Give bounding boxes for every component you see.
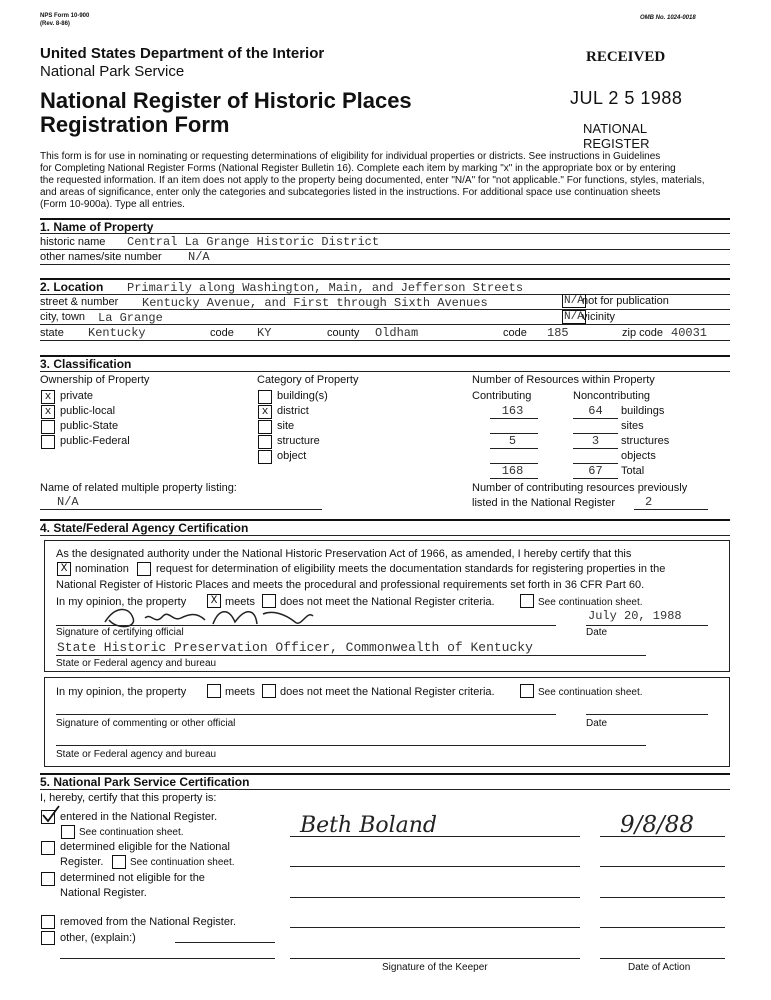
category-district-checkbox[interactable]: x — [258, 405, 272, 419]
field-line — [573, 478, 618, 479]
does-not-meet-checkbox[interactable] — [262, 684, 276, 698]
street-label: street & number — [40, 296, 119, 308]
certification-date-value[interactable]: July 20, 1988 — [588, 609, 682, 623]
related-listing-label: Name of related multiple property listing: — [40, 482, 237, 494]
instruction-line: (Form 10-900a). Type all entries. — [40, 199, 185, 211]
instruction-line: for Completing National Register Forms (National Register Bulletin 16). Complete each item by marking "x" in the appropriate box or by entering — [40, 163, 676, 175]
field-line — [40, 249, 730, 250]
field-line — [40, 340, 730, 341]
certify-text: I, hereby, certify that this property is: — [40, 792, 217, 804]
section-2-heading: 2. Location — [40, 280, 104, 294]
signature-line — [290, 927, 580, 928]
county-code-value[interactable]: 185 — [547, 326, 569, 340]
category-option: district — [277, 405, 309, 417]
form-number: NPS Form 10-900 — [40, 13, 90, 19]
date-line — [600, 866, 725, 867]
continuation-checkbox[interactable] — [61, 825, 75, 839]
section-rule — [40, 535, 730, 536]
previously-listed-value[interactable]: 2 — [645, 495, 653, 509]
agency-line — [56, 655, 646, 656]
date-of-action-label: Date of Action — [628, 962, 691, 973]
continuation-checkbox[interactable] — [520, 684, 534, 698]
not-eligible-label: determined not eligible for the — [60, 872, 205, 884]
opinion-text: In my opinion, the property — [56, 596, 187, 608]
date-line — [600, 927, 725, 928]
resource-type-label: objects — [621, 450, 656, 462]
contributing-label: Contributing — [472, 390, 532, 402]
department-name: United States Department of the Interior — [40, 45, 325, 62]
checkmark-icon — [40, 803, 62, 825]
vicinity-label: vicinity — [582, 311, 616, 323]
form-title: National Register of Historic Places — [40, 88, 412, 113]
not-eligible-label: National Register. — [60, 887, 147, 899]
service-name: National Park Service — [40, 63, 185, 80]
field-line — [60, 958, 275, 959]
does-not-meet-label: does not meet the National Register criteria. — [280, 686, 495, 698]
state-code-label: code — [210, 327, 234, 339]
received-stamp: RECEIVED — [586, 49, 666, 65]
date-line — [600, 836, 725, 837]
received-date: JUL 2 5 1988 — [570, 88, 683, 108]
date-line — [586, 625, 708, 626]
field-line — [40, 509, 322, 510]
section-divider — [40, 355, 730, 357]
resource-type-label: sites — [621, 420, 644, 432]
noncontributing-label: Noncontributing — [573, 390, 651, 402]
signature-line — [56, 714, 556, 715]
date-line — [600, 958, 725, 959]
continuation-label: See continuation sheet. — [79, 827, 184, 838]
ownership-label: Ownership of Property — [40, 374, 150, 386]
contributing-count[interactable]: 163 — [501, 404, 524, 418]
date-line — [600, 897, 725, 898]
ownership-option: public-Federal — [60, 435, 130, 447]
historic-name-value[interactable]: Central La Grange Historic District — [127, 235, 380, 249]
ownership-public-state-checkbox[interactable] — [41, 420, 55, 434]
city-value[interactable]: La Grange — [98, 311, 163, 325]
category-site-checkbox[interactable] — [258, 420, 272, 434]
meets-checkbox[interactable]: X — [207, 594, 221, 608]
date-line — [586, 714, 708, 715]
field-line — [573, 448, 618, 449]
vicinity-checkbox[interactable]: N/A — [564, 311, 584, 323]
ownership-option: private — [60, 390, 94, 402]
other-names-value[interactable]: N/A — [188, 250, 210, 264]
stamp-register: REGISTER — [583, 136, 650, 151]
continuation-label: See continuation sheet. — [130, 857, 235, 868]
category-label: Category of Property — [257, 374, 359, 386]
category-object-checkbox[interactable] — [258, 450, 272, 464]
stamp-national: NATIONAL — [583, 121, 648, 136]
continuation-checkbox[interactable] — [112, 855, 126, 869]
state-code-value[interactable]: KY — [257, 326, 272, 340]
county-code-label: code — [503, 327, 527, 339]
field-line — [490, 418, 538, 419]
determined-eligible-label: determined eligible for the National — [60, 841, 230, 853]
signature-line — [290, 836, 580, 837]
zip-label: zip code — [622, 327, 663, 339]
removed-checkbox[interactable] — [41, 915, 55, 929]
date-of-action-value: 9/8/88 — [620, 812, 695, 838]
field-line — [490, 478, 538, 479]
removed-label: removed from the National Register. — [60, 916, 237, 928]
form-subtitle: Registration Form — [40, 112, 230, 137]
section-4-heading: 4. State/Federal Agency Certification — [40, 521, 249, 535]
contributing-total[interactable]: 168 — [501, 464, 524, 478]
county-value[interactable]: Oldham — [375, 326, 419, 340]
other-label: other, (explain:) — [60, 932, 136, 944]
section-rule — [40, 789, 730, 790]
other-checkbox[interactable] — [41, 931, 55, 945]
request-text: request for determination of eligibility meets the documentation standards for registering properties in the — [156, 563, 666, 575]
determined-eligible-checkbox[interactable] — [41, 841, 55, 855]
state-label: state — [40, 327, 64, 339]
omb-number: OMB No. 1024-0018 — [640, 15, 696, 21]
meets-label: meets — [225, 686, 255, 698]
date-label: Date — [586, 718, 608, 729]
category-option: object — [277, 450, 307, 462]
zip-value[interactable]: 40031 — [671, 326, 708, 340]
historic-name-label: historic name — [40, 236, 106, 248]
field-line — [634, 509, 708, 510]
field-line — [175, 942, 275, 943]
county-label: county — [327, 327, 360, 339]
signature-line — [290, 958, 580, 959]
continuation-label: See continuation sheet. — [538, 687, 643, 698]
determined-eligible-label: Register. — [60, 856, 104, 868]
resources-label: Number of Resources within Property — [472, 374, 655, 386]
date-label: Date — [586, 627, 608, 638]
continuation-label: See continuation sheet. — [538, 597, 643, 608]
nomination-checkbox[interactable]: X — [57, 562, 71, 576]
meets-checkbox[interactable] — [207, 684, 221, 698]
section-1-heading: 1. Name of Property — [40, 220, 154, 234]
instruction-line: This form is for use in nominating or requesting determinations of eligibility for individual properties or districts. See instructions in Guidelines — [40, 151, 661, 162]
certification-text: National Register of Historic Places and meets the procedural and professional requirements set forth in 36 CFR Part 60. — [56, 579, 645, 591]
related-listing-value[interactable]: N/A — [57, 495, 79, 509]
section-rule — [40, 233, 730, 234]
previously-listed-label: Number of contributing resources previously — [472, 482, 688, 494]
not-eligible-checkbox[interactable] — [41, 872, 55, 886]
noncontributing-count[interactable]: 64 — [588, 404, 603, 418]
section-3-heading: 3. Classification — [40, 357, 132, 371]
opinion-text: In my opinion, the property — [56, 686, 187, 698]
field-line — [40, 309, 730, 310]
resource-type-label: buildings — [621, 405, 665, 417]
keeper-signature: Beth Boland — [300, 813, 438, 838]
ownership-option: public-local — [60, 405, 116, 417]
signature-label: Signature of certifying official — [56, 627, 184, 638]
street-value[interactable]: Kentucky Avenue, and First through Sixth Avenues — [142, 296, 488, 310]
category-building-checkbox[interactable] — [258, 390, 272, 404]
signature-label: Signature of commenting or other official — [56, 718, 236, 729]
agency-value[interactable]: State Historic Preservation Officer, Commonwealth of Kentucky — [57, 640, 533, 655]
nomination-label: nomination — [75, 563, 129, 575]
resource-type-label: Total — [621, 465, 645, 477]
ownership-public-federal-checkbox[interactable] — [41, 435, 55, 449]
agency-line — [56, 745, 646, 746]
other-names-label: other names/site number — [40, 251, 162, 263]
ownership-option: public-State — [60, 420, 119, 432]
field-line — [490, 448, 538, 449]
meets-label: meets — [225, 596, 255, 608]
field-line — [40, 324, 730, 325]
contributing-count[interactable]: 5 — [508, 434, 517, 448]
agency-label: State or Federal agency and bureau — [56, 749, 217, 760]
field-line — [573, 418, 618, 419]
certification-text: As the designated authority under the National Historic Preservation Act of 1966, as amended, I hereby certify that this — [56, 548, 632, 560]
section-rule — [40, 371, 730, 372]
instruction-line: the requested information. If an item does not apply to the property being documented, enter "N/A" for "not applicable." For functions, styles, materials, — [40, 175, 705, 187]
section-5-heading: 5. National Park Service Certification — [40, 775, 250, 789]
noncontributing-total[interactable]: 67 — [588, 464, 603, 478]
resource-type-label: structures — [621, 435, 670, 447]
category-option: building(s) — [277, 390, 328, 402]
section-divider — [40, 278, 730, 280]
ownership-public-local-checkbox[interactable]: x — [41, 405, 55, 419]
category-option: structure — [277, 435, 320, 447]
request-checkbox[interactable] — [137, 562, 151, 576]
not-for-publication-checkbox[interactable]: N/A — [564, 295, 584, 307]
signature-line — [290, 866, 580, 867]
location-value[interactable]: Primarily along Washington, Main, and Jefferson Streets — [127, 281, 524, 295]
agency-label: State or Federal agency and bureau — [56, 658, 217, 669]
city-label: city, town — [40, 311, 86, 323]
category-option: site — [277, 420, 295, 432]
signature-line — [290, 897, 580, 898]
does-not-meet-label: does not meet the National Register criteria. — [280, 596, 495, 608]
noncontributing-count[interactable]: 3 — [591, 434, 600, 448]
field-line — [40, 264, 730, 265]
instructions — [40, 151, 730, 211]
form-revision: (Rev. 8-86) — [40, 21, 70, 27]
not-for-publication-label: not for publication — [582, 295, 669, 307]
keeper-signature-label: Signature of the Keeper — [382, 962, 488, 973]
ownership-private-checkbox[interactable]: x — [41, 390, 55, 404]
entered-label: entered in the National Register. — [60, 811, 218, 823]
continuation-checkbox[interactable] — [520, 594, 534, 608]
category-structure-checkbox[interactable] — [258, 435, 272, 449]
signature-line — [56, 625, 556, 626]
state-value[interactable]: Kentucky — [88, 326, 146, 340]
instruction-line: and areas of significance, enter only the categories and subcategories listed in the instructions. For additional space use continuation sheets — [40, 187, 661, 199]
previously-listed-label: listed in the National Register — [472, 497, 616, 509]
